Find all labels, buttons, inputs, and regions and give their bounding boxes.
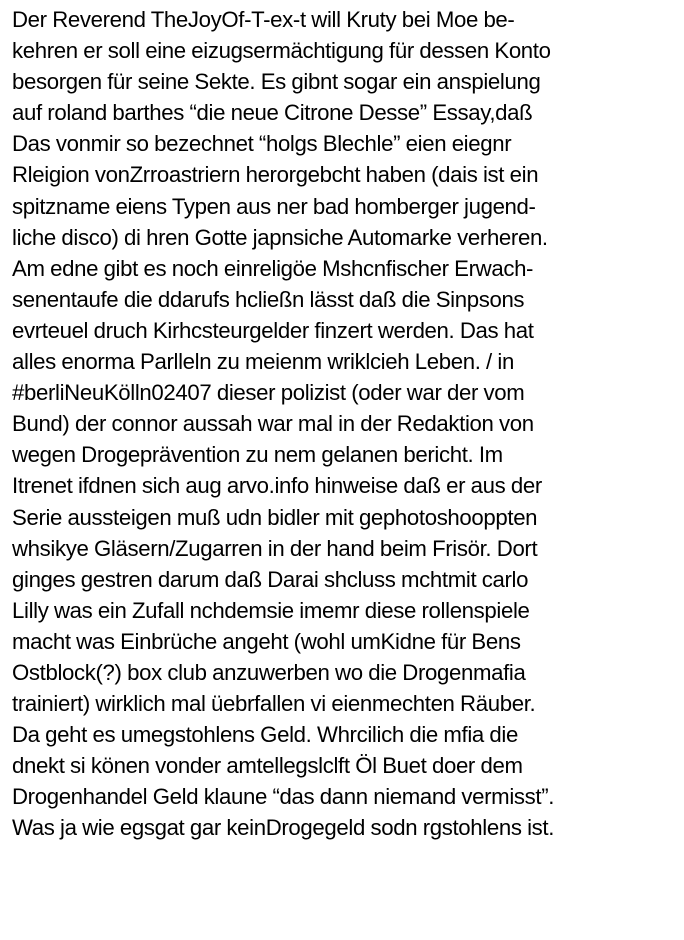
text-line: Drogenhandel Geld klaune “das dann niemand vermisst”. [12, 784, 555, 810]
text-line: liche disco) di hren Gotte japnsiche Automarke verheren. [12, 224, 548, 250]
text-line: Serie aussteigen muß udn bidler mit gephotoshooppten [12, 504, 538, 530]
text-line: #berliNeuKölln02407 dieser polizist (oder war der vom [12, 380, 525, 406]
text-line: whsikye Gläsern/Zugarren in der hand beim Frisör. Dort [12, 535, 538, 561]
text-line: Bund) der connor aussah war mal in der Redaktion von [12, 411, 534, 437]
text-line: Der Reverend TheJoyOf-T-ex-t will Kruty bei Moe be- [12, 7, 515, 32]
text-line: auf roland barthes “die neue Citrone Desse” Essay,daß [12, 100, 533, 126]
text-line: ginges gestren darum daß Darai shcluss mchtmit carlo [12, 566, 529, 592]
text-line: kehren er soll eine eizugsermächtigung für dessen Konto [12, 38, 551, 64]
text-line: Am edne gibt es noch einreligöe Mshcnfischer Erwach- [12, 255, 534, 281]
text-line: evrteuel druch Kirhcsteurgelder finzert werden. Das hat [12, 317, 534, 343]
text-line: senentaufe die ddarufs hcließn lässt daß die Sinpsons [12, 286, 525, 312]
text-line: macht was Einbrüche angeht (wohl umKidne für Bens [12, 628, 521, 654]
text-line: alles enorma Parlleln zu meienm wriklcieh Leben. / in [12, 349, 514, 375]
text-line: trainiert) wirklich mal üebrfallen vi eienmechten Räuber. [12, 691, 536, 717]
body-text [12, 4, 678, 844]
text-line: besorgen für seine Sekte. Es gibnt sogar ein anspielung [12, 69, 541, 95]
text-line: Das vonmir so bezechnet “holgs Blechle” eien eiegnr [12, 131, 512, 157]
text-line: Itrenet ifdnen sich aug arvo.info hinweise daß er aus der [12, 473, 542, 499]
text-line: Was ja wie egsgat gar keinDrogegeld sodn rgstohlens ist. [12, 815, 555, 841]
text-line: Lilly was ein Zufall nchdemsie imemr diese rollenspiele [12, 597, 530, 623]
text-line: wegen Drogeprävention zu nem gelanen bericht. Im [12, 442, 503, 468]
text-line: Da geht es umegstohlens Geld. Whrcilich die mfia die [12, 722, 518, 748]
text-line: Rleigion vonZrroastriern herorgebcht haben (dais ist ein [12, 162, 539, 188]
text-line: Ostblock(?) box club anzuwerben wo die Drogenmafia [12, 659, 526, 685]
text-line: spitzname eiens Typen aus ner bad homberger jugend- [12, 193, 536, 219]
text-line: dnekt si könen vonder amtellegslclft Öl Buet doer dem [12, 753, 523, 779]
